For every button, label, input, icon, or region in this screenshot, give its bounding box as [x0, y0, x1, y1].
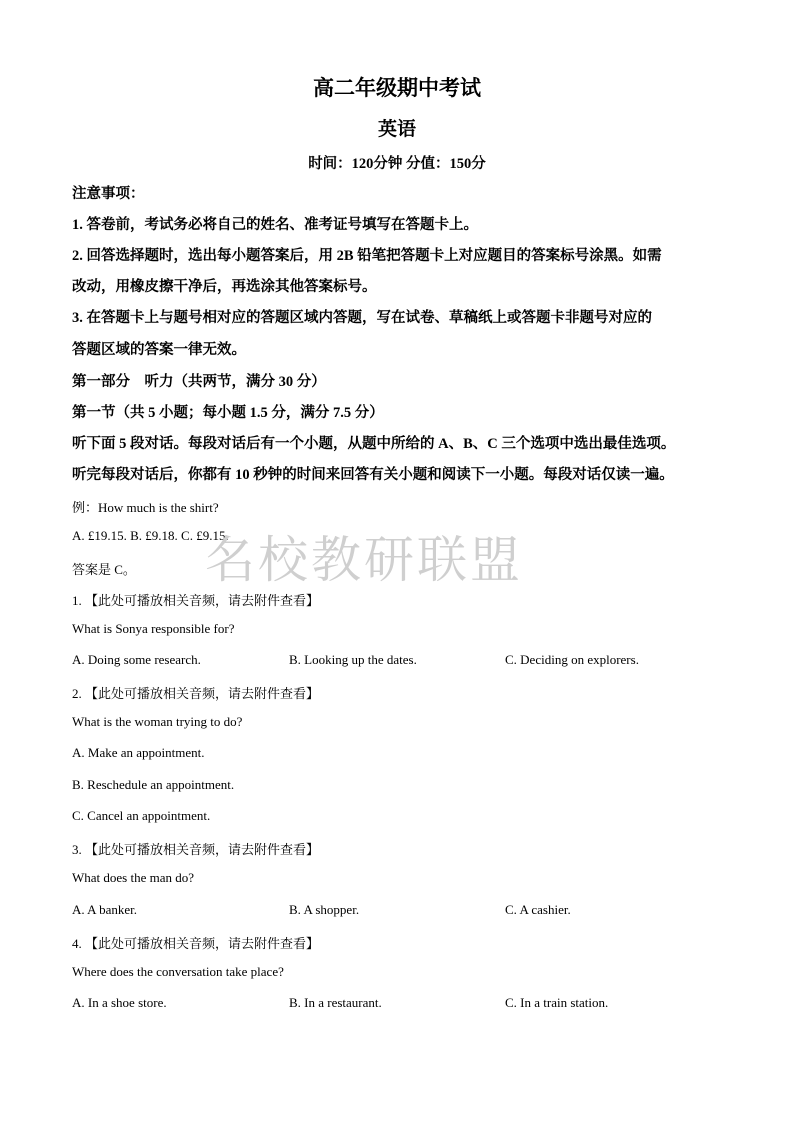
- question-2-option-b: B. Reschedule an appointment.: [72, 777, 235, 792]
- notice-item-3-line-1: 3. 在答题卡上与题号相对应的答题区域内答题，写在试卷、草稿纸上或答题卡非题号对应的: [72, 310, 652, 326]
- subject-title: 英语: [377, 119, 416, 140]
- question-2-option-a: A. Make an appointment.: [72, 745, 205, 760]
- question-3-option-a: A. A banker.: [72, 902, 137, 917]
- question-4-option-b: B. In a restaurant.: [289, 995, 382, 1010]
- notice-item-3-line-2: 答题区域的答案一律无效。: [72, 342, 246, 358]
- audio-placeholder-2[interactable]: 2. 【此处可播放相关音频，请去附件查看】: [72, 686, 320, 701]
- audio-placeholder-1[interactable]: 1. 【此处可播放相关音频，请去附件查看】: [72, 593, 320, 608]
- question-1-option-b: B. Looking up the dates.: [289, 652, 417, 667]
- question-4-option-a: A. In a shoe store.: [72, 995, 167, 1010]
- instructions-line-2: 听完每段对话后，你都有 10 秒钟的时间来回答有关小题和阅读下一小题。每段对话仅读一遍。: [72, 467, 674, 483]
- section1-heading: 第一节（共 5 小题；每小题 1.5 分，满分 7.5 分）: [72, 405, 384, 421]
- part1-heading: 第一部分 听力（共两节，满分 30 分）: [72, 374, 326, 390]
- question-3-option-c: C. A cashier.: [505, 902, 571, 917]
- notice-item-1: 1. 答卷前，考试务必将自己的姓名、准考证号填写在答题卡上。: [72, 217, 478, 233]
- notice-heading: 注意事项：: [72, 186, 145, 202]
- watermark: 名校教研联盟: [205, 531, 523, 589]
- question-1-option-a: A. Doing some research.: [72, 652, 201, 667]
- question-4: Where does the conversation take place?: [72, 964, 284, 979]
- notice-item-2-line-2: 改动，用橡皮擦干净后，再选涂其他答案标号。: [72, 279, 377, 295]
- instructions-line-1: 听下面 5 段对话。每段对话后有一个小题，从题中所给的 A、B、C 三个选项中选出最佳选项。: [72, 436, 676, 452]
- question-1-option-c: C. Deciding on explorers.: [505, 652, 639, 667]
- example-question: 例：How much is the shirt?: [72, 500, 219, 515]
- question-3-option-b: B. A shopper.: [289, 902, 360, 917]
- question-4-option-c: C. In a train station.: [505, 995, 609, 1010]
- page-title: 高二年级期中考试: [313, 76, 481, 100]
- exam-info: 时间：120分钟 分值：150分: [308, 156, 486, 172]
- example-answer: 答案是 C。: [72, 562, 136, 577]
- audio-placeholder-4[interactable]: 4. 【此处可播放相关音频，请去附件查看】: [72, 936, 320, 951]
- question-2: What is the woman trying to do?: [72, 714, 243, 729]
- question-3: What does the man do?: [72, 870, 195, 885]
- notice-item-2-line-1: 2. 回答选择题时，选出每小题答案后，用 2B 铅笔把答题卡上对应题目的答案标号涂黑。如需: [72, 248, 662, 264]
- audio-placeholder-3[interactable]: 3. 【此处可播放相关音频，请去附件查看】: [72, 842, 320, 857]
- question-2-option-c: C. Cancel an appointment.: [72, 808, 211, 823]
- example-options: A. £19.15. B. £9.18. C. £9.15.: [72, 528, 229, 543]
- question-1: What is Sonya responsible for?: [72, 621, 235, 636]
